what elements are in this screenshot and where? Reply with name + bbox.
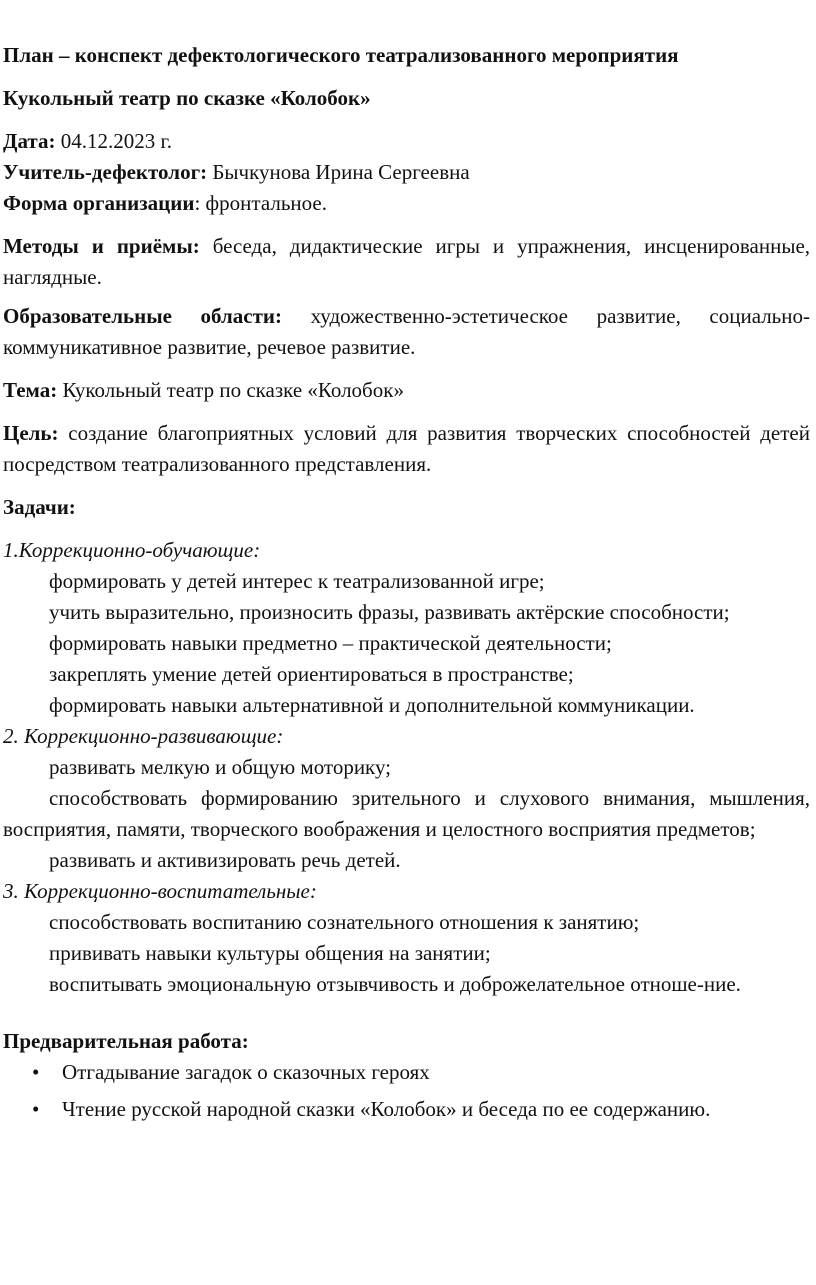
methods-label: Методы и приёмы: bbox=[3, 234, 200, 258]
areas-paragraph bbox=[3, 301, 810, 363]
teacher-label: Учитель-дефектолог: bbox=[3, 160, 208, 184]
document-title: План – конспект дефектологического театрализованного мероприятия bbox=[3, 43, 679, 67]
prep-item-text: Чтение русской народной сказки «Колобок» и беседа по ее содержанию. bbox=[62, 1097, 711, 1121]
bullet-icon: • bbox=[32, 1097, 40, 1121]
group2-item: способствовать формированию зрительного и слухового внимания, мышления, восприятия, памяти, творческого воображения и целостного восприятия предметов; bbox=[3, 786, 810, 841]
list-item bbox=[3, 1094, 810, 1125]
form-value: : фронтальное. bbox=[194, 191, 327, 215]
group3-item: прививать навыки культуры общения на занятии; bbox=[49, 941, 491, 965]
goal-value: создание благоприятных условий для развития творческих способностей детей посредством театрализованного представления. bbox=[3, 421, 810, 476]
areas-label: Образовательные области: bbox=[3, 304, 283, 328]
list-item bbox=[3, 1057, 810, 1088]
date-line bbox=[3, 126, 810, 157]
date-label: Дата: bbox=[3, 129, 56, 153]
group3-item: способствовать воспитанию сознательного отношения к занятию; bbox=[49, 910, 640, 934]
group1-item: формировать у детей интерес к театрализованной игре; bbox=[49, 569, 545, 593]
group1-item: учить выразительно, произносить фразы, развивать актёрские способности; bbox=[49, 600, 730, 624]
group1-title: 1.Коррекционно-обучающие: bbox=[3, 538, 261, 562]
teacher-value: Бычкунова Ирина Сергеевна bbox=[207, 160, 470, 184]
methods-value: беседа, дидактические игры и упражнения, инсценированные, наглядные. bbox=[3, 234, 811, 289]
group2-item: развивать и активизировать речь детей. bbox=[49, 848, 401, 872]
goal-label: Цель: bbox=[3, 421, 59, 445]
areas-value: художественно-эстетическое развитие, социально-коммуникативное развитие, речевое развитие. bbox=[3, 304, 810, 359]
group1-item: формировать навыки предметно – практической деятельности; bbox=[49, 631, 612, 655]
topic-line bbox=[3, 375, 810, 406]
bullet-icon: • bbox=[32, 1060, 40, 1084]
prep-list bbox=[3, 1057, 810, 1125]
date-value: 04.12.2023 г. bbox=[55, 129, 172, 153]
group3-item: воспитывать эмоциональную отзывчивость и доброжелательное отноше-ние. bbox=[49, 972, 741, 996]
group3-title: 3. Коррекционно-воспитательные: bbox=[3, 879, 317, 903]
tasks-heading: Задачи: bbox=[3, 495, 76, 519]
teacher-line bbox=[3, 157, 810, 188]
group1-item: закреплять умение детей ориентироваться в пространстве; bbox=[49, 662, 574, 686]
goal-paragraph bbox=[3, 418, 810, 480]
group1-item: формировать навыки альтернативной и дополнительной коммуникации. bbox=[49, 693, 695, 717]
prep-item-text: Отгадывание загадок о сказочных героях bbox=[62, 1060, 430, 1084]
form-label: Форма организации bbox=[3, 191, 195, 215]
group2-item: развивать мелкую и общую моторику; bbox=[49, 755, 392, 779]
prep-heading: Предварительная работа: bbox=[3, 1029, 249, 1053]
document-subtitle: Кукольный театр по сказке «Колобок» bbox=[3, 86, 371, 110]
topic-label: Тема: bbox=[3, 378, 58, 402]
group2-title: 2. Коррекционно-развивающие: bbox=[3, 724, 284, 748]
form-line bbox=[3, 188, 810, 219]
topic-value: Кукольный театр по сказке «Колобок» bbox=[57, 378, 404, 402]
methods-paragraph bbox=[3, 231, 810, 293]
